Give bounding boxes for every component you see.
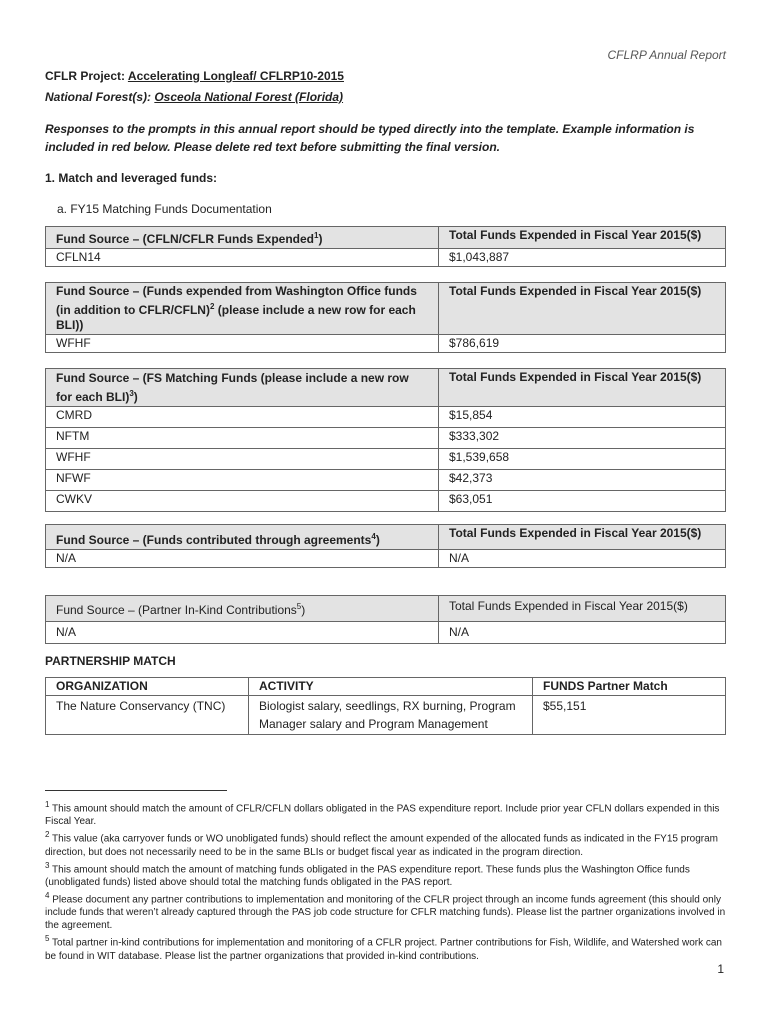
fund-source-cell: CWKV (46, 491, 439, 512)
footnote: $^2$ This value (aka carryover funds or WO unobligated funds) should reflect the amount expended of the allocated funds as indicated in the FY15 program direction, but does not necessarily need to be in the same BLIs or budget fiscal year as indicated in the program direction. (45, 830, 718, 858)
partnership-table (45, 677, 726, 735)
table-row (46, 428, 726, 449)
funds-table-fs-matching (45, 368, 726, 512)
fund-source-cell: WFHF (46, 335, 439, 353)
column-header: Fund Source – (Funds contributed through agreements$^4$) (46, 525, 439, 550)
report-header: CFLRP Annual Report (607, 48, 726, 62)
forest-label: National Forest(s): (45, 90, 155, 104)
funds-table-cflr (45, 226, 726, 267)
column-header: Fund Source – (Partner In-Kind Contributions$^5$) (46, 596, 439, 622)
column-header: ORGANIZATION (46, 678, 249, 696)
column-header: FUNDS Partner Match (533, 678, 726, 696)
partnership-heading: PARTNERSHIP MATCH (45, 654, 176, 668)
footnote: $^3$ This amount should match the amount of matching funds obligated in the PAS expenditure report. These funds plus the Washington Office funds (unobligated funds) listed above should total the matching funds obligated in the PAS report. (45, 860, 690, 888)
project-line (45, 69, 344, 83)
funds-table-wo (45, 282, 726, 353)
amount-cell: $63,051 (439, 491, 726, 512)
amount-cell: $1,043,887 (439, 249, 726, 267)
table-row (46, 470, 726, 491)
column-header: ACTIVITY (249, 678, 533, 696)
organization-cell: The Nature Conservancy (TNC) (46, 696, 249, 735)
table-row (46, 335, 726, 353)
forest-line (45, 90, 343, 104)
footnote: $^1$ This amount should match the amount of CFLR/CFLN dollars obligated in the PAS expenditure report. Include prior year CFLN dollars expended in this Fiscal Year. (45, 800, 720, 828)
table-header-row (46, 596, 726, 622)
amount-cell: $1,539,658 (439, 449, 726, 470)
column-header: Total Funds Expended in Fiscal Year 2015($) (439, 227, 726, 249)
column-header: Total Funds Expended in Fiscal Year 2015($) (439, 369, 726, 407)
fund-source-cell: WFHF (46, 449, 439, 470)
amount-cell: N/A (439, 622, 726, 644)
fund-source-cell: N/A (46, 550, 439, 568)
table-row (46, 249, 726, 267)
amount-cell: $333,302 (439, 428, 726, 449)
table-header-row (46, 525, 726, 550)
table-row (46, 622, 726, 644)
amount-cell: $786,619 (439, 335, 726, 353)
table-row (46, 696, 726, 735)
fund-source-cell: CFLN14 (46, 249, 439, 267)
footnote: $^4$ Please document any partner contributions to implementation and monitoring of the CFLR project through an income funds agreement (this should only include funds that weren’t already captured through the PAS job code structure for CFLR matching funds). Please list the partner organizations involved in the agreement. (45, 890, 726, 932)
funds-table-agreements (45, 524, 726, 568)
column-header: Fund Source – (CFLN/CFLR Funds Expended$^1$) (46, 227, 439, 249)
footnote-divider (45, 790, 227, 791)
column-header: Total Funds Expended in Fiscal Year 2015($) (439, 283, 726, 335)
forest-name: Osceola National Forest (Florida) (154, 90, 344, 104)
page-number: 1 (717, 962, 724, 976)
table-header-row (46, 227, 726, 249)
column-header: Fund Source – (FS Matching Funds (please include a new row for each BLI)$^3$) (46, 369, 439, 407)
column-header: Total Funds Expended in Fiscal Year 2015($) (439, 596, 726, 622)
amount-cell: $42,373 (439, 470, 726, 491)
column-header: Total Funds Expended in Fiscal Year 2015($) (439, 525, 726, 550)
fund-source-cell: NFTM (46, 428, 439, 449)
footnote: $^5$ Total partner in-kind contributions for implementation and monitoring of a CFLR project. Partner contributions for Fish, Wildlife, and Watershed work can be found in WIT database. Please list the partner organizations that provided in-kind contributions. (45, 934, 722, 962)
table-header-row (46, 369, 726, 407)
fund-source-cell: N/A (46, 622, 439, 644)
amount-cell: N/A (439, 550, 726, 568)
table-header-row (46, 678, 726, 696)
table-header-row (46, 283, 726, 335)
fund-source-cell: CMRD (46, 407, 439, 428)
table-row (46, 550, 726, 568)
fund-source-cell: NFWF (46, 470, 439, 491)
column-header: Fund Source – (Funds expended from Washington Office funds (in addition to CFLR/CFLN)$^2$ (please include a new row for each BLI)) (46, 283, 439, 335)
funds-cell: $55,151 (533, 696, 726, 735)
funds-table-in-kind (45, 595, 726, 644)
section-heading: 1. Match and leveraged funds: (45, 171, 218, 185)
table-row (46, 491, 726, 512)
project-name: Accelerating Longleaf/ CFLRP10-2015 (127, 69, 344, 83)
project-label: CFLR Project: (45, 69, 128, 83)
amount-cell: $15,854 (439, 407, 726, 428)
activity-cell: Biologist salary, seedlings, RX burning, Program Manager salary and Program Management (249, 696, 533, 735)
instructions: Responses to the prompts in this annual report should be typed directly into the template. Example information is included in red below. Please delete red text before submitting the final version. (45, 122, 695, 154)
footnotes (45, 798, 735, 963)
table-row (46, 449, 726, 470)
table-row (46, 407, 726, 428)
section-subheading: a. FY15 Matching Funds Documentation (57, 202, 272, 216)
